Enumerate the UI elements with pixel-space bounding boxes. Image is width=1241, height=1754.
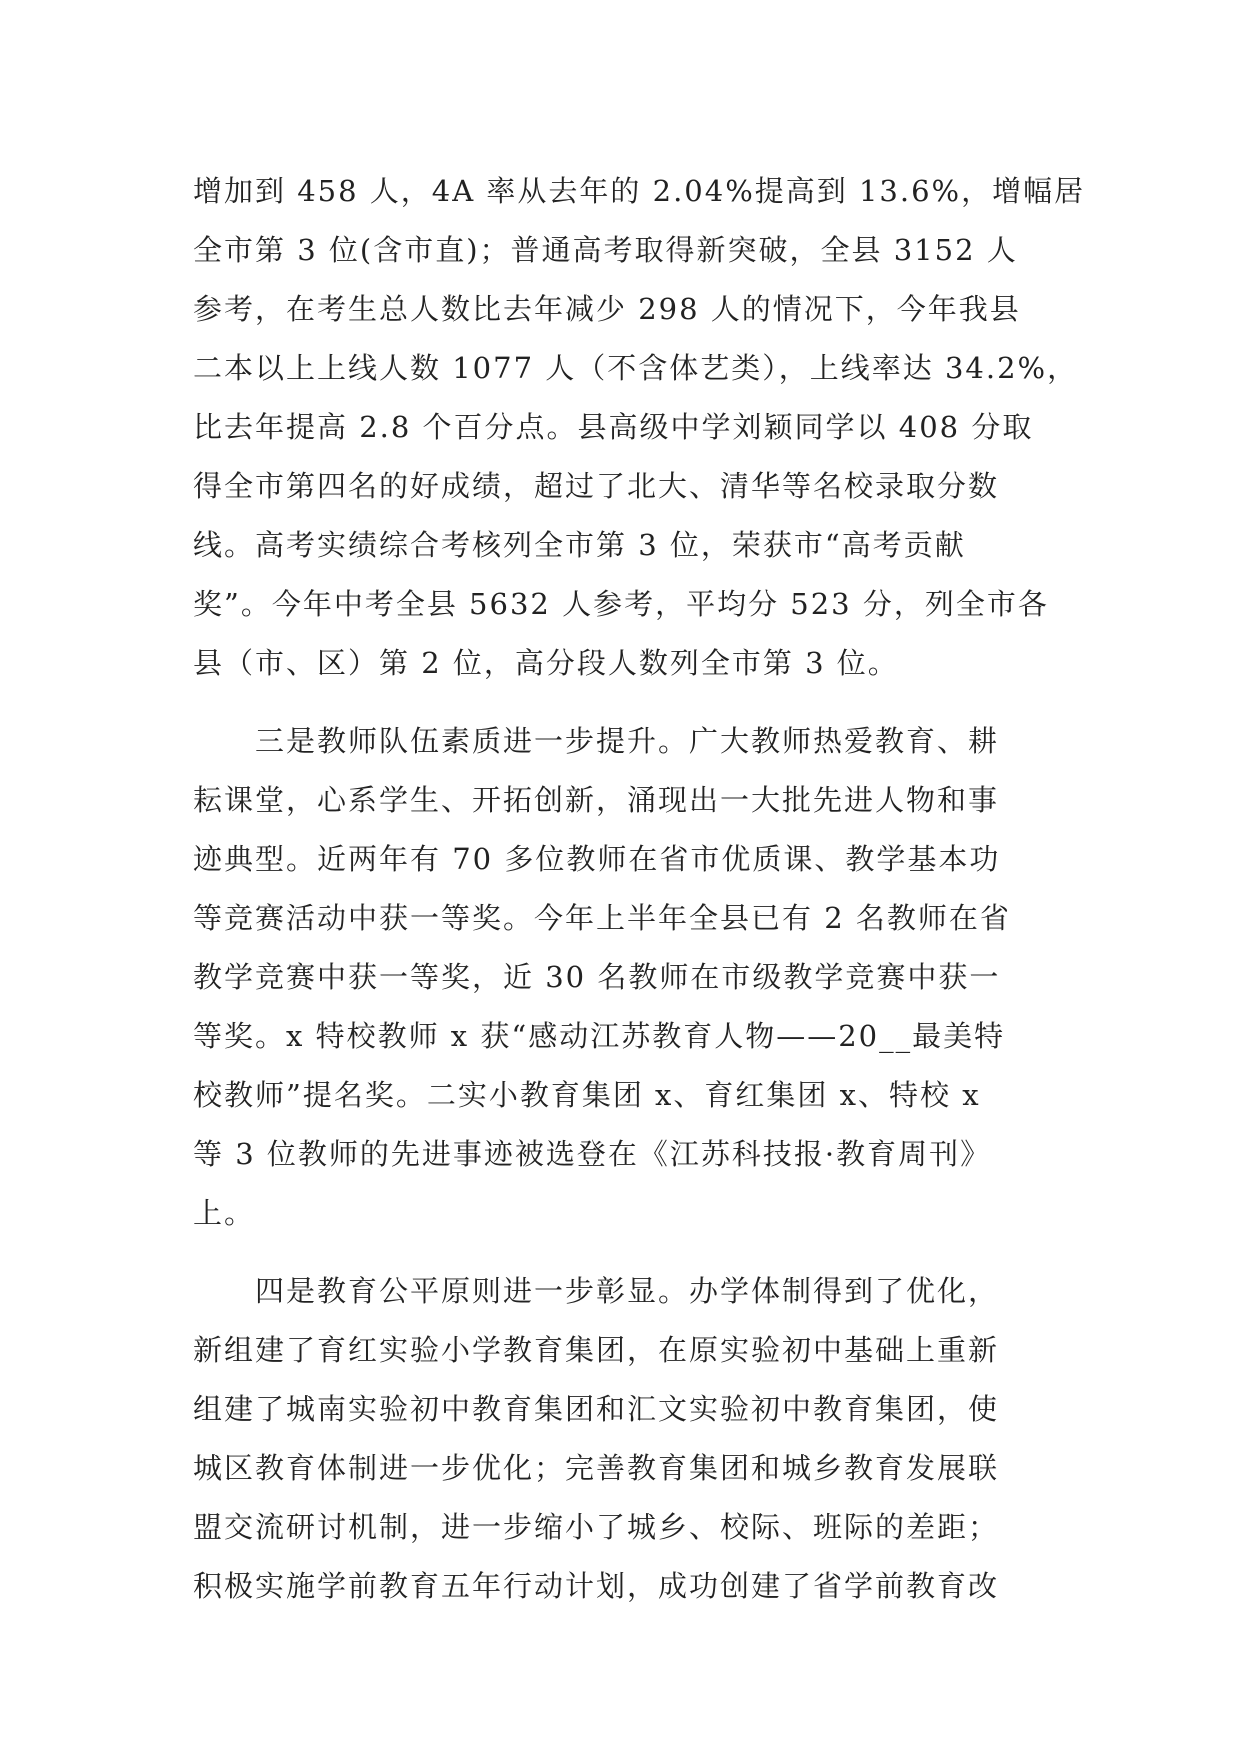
- paragraph-teacher-quality: [193, 712, 1053, 1243]
- text-line: 城区教育体制进一步优化；完善教育集团和城乡教育发展联: [193, 1451, 1000, 1485]
- paragraph-education-equity: [193, 1262, 1053, 1616]
- text-line: 全市第 3 位(含市直)；普通高考取得新突破，全县 3152 人: [193, 233, 1018, 267]
- text-line: 等 3 位教师的先进事迹被选登在《江苏科技报·教育周刊》: [193, 1137, 992, 1171]
- text-line: 积极实施学前教育五年行动计划，成功创建了省学前教育改: [193, 1569, 1000, 1603]
- text-line: 耘课堂，心系学生、开拓创新，涌现出一大批先进人物和事: [193, 783, 1000, 817]
- text-line: 上。: [193, 1196, 256, 1230]
- text-line: 县（市、区）第 2 位，高分段人数列全市第 3 位。: [193, 646, 899, 680]
- text-line: 参考，在考生总人数比去年减少 298 人的情况下，今年我县: [193, 292, 1021, 326]
- text-line: 四是教育公平原则进一步彰显。办学体制得到了优化，: [193, 1274, 1000, 1308]
- text-line: 校教师”提名奖。二实小教育集团 x、育红集团 x、特校 x: [193, 1078, 981, 1112]
- text-line: 教学竞赛中获一等奖，近 30 名教师在市级教学竞赛中获一: [193, 960, 1001, 994]
- text-line: 三是教师队伍素质进一步提升。广大教师热爱教育、耕: [193, 724, 1000, 758]
- text-line: 等竞赛活动中获一等奖。今年上半年全县已有 2 名教师在省: [193, 901, 1011, 935]
- text-line: 增加到 458 人，4A 率从去年的 2.04%提高到 13.6%，增幅居: [193, 174, 1086, 208]
- text-line: 奖”。今年中考全县 5632 人参考，平均分 523 分，列全市各: [193, 587, 1049, 621]
- text-line: 等奖。x 特校教师 x 获“感动江苏教育人物——20__最美特: [193, 1019, 1006, 1053]
- text-line: 线。高考实绩综合考核列全市第 3 位，荣获市“高考贡献: [193, 528, 966, 562]
- body-text: [193, 162, 1086, 1616]
- text-line: 组建了城南实验初中教育集团和汇文实验初中教育集团，使: [193, 1392, 1000, 1426]
- text-line: 迹典型。近两年有 70 多位教师在省市优质课、教学基本功: [193, 842, 1001, 876]
- text-line: 比去年提高 2.8 个百分点。县高级中学刘颖同学以 408 分取: [193, 410, 1034, 444]
- text-line: 盟交流研讨机制，进一步缩小了城乡、校际、班际的差距；: [193, 1510, 1000, 1544]
- text-line: 得全市第四名的好成绩，超过了北大、清华等名校录取分数: [193, 469, 1000, 503]
- paragraph-exam-results: [193, 162, 1086, 693]
- text-line: 新组建了育红实验小学教育集团，在原实验初中基础上重新: [193, 1333, 1000, 1367]
- text-line: 二本以上上线人数 1077 人（不含体艺类），上线率达 34.2%，: [193, 351, 1079, 385]
